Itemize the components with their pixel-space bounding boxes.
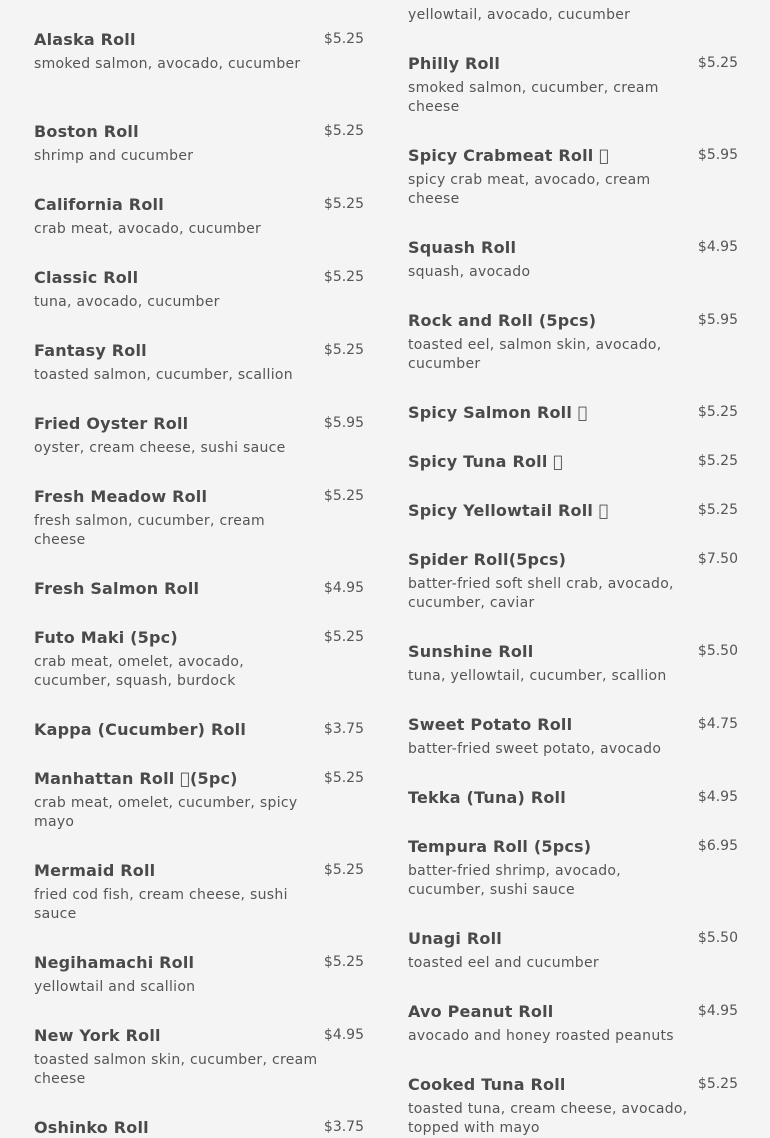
menu-item-name: Tekka (Tuna) Roll (408, 788, 566, 807)
menu-item-description: tuna, yellowtail, cucumber, scallion (408, 668, 667, 684)
menu-item-price: $5.25 (323, 488, 364, 504)
menu-item-price: $5.25 (323, 770, 364, 786)
menu-item-price: $5.25 (323, 342, 364, 358)
menu-item-price: $4.95 (323, 1027, 364, 1043)
menu-item-description: toasted tuna, cream cheese, avocado, topped with mayo (408, 1101, 688, 1136)
menu-item-description: yellowtail and scallion (34, 979, 196, 995)
menu-item-description: yellowtail, avocado, cucumber (408, 7, 631, 23)
menu-item-price: $4.95 (323, 580, 364, 596)
menu-item-description: toasted salmon skin, cucumber, cream cheese (34, 1052, 318, 1087)
menu-item-description: shrimp and cucumber (34, 148, 194, 164)
menu-item-name: Mermaid Roll (34, 861, 156, 880)
menu-item-description: squash, avocado (408, 264, 531, 280)
menu-item-description: crab meat, omelet, cucumber, spicy mayo (34, 795, 298, 830)
menu-item-description: toasted eel and cucumber (408, 955, 599, 971)
menu-item-price: $5.50 (697, 930, 738, 946)
menu-item-description: batter-fried sweet potato, avocado (408, 741, 662, 757)
menu-item-name: Philly Roll (408, 54, 501, 73)
menu-item-name: Tempura Roll (5pcs) (408, 837, 592, 856)
menu-item-description: tuna, avocado, cucumber (34, 294, 220, 310)
menu-item-price: $4.95 (697, 1003, 738, 1019)
menu-item-name: Spicy Salmon Roll   (408, 403, 588, 422)
menu-item-name: Classic Roll (34, 268, 139, 287)
menu-item-price: $3.75 (323, 1119, 364, 1135)
menu-item-name: Fresh Meadow Roll (34, 487, 208, 506)
menu-item-name: Avo Peanut Roll (408, 1002, 554, 1021)
menu-item-description: toasted eel, salmon skin, avocado, cucumber (408, 337, 662, 372)
menu-item-price: $5.50 (697, 643, 738, 659)
menu-item-name: Rock and Roll (5pcs) (408, 311, 597, 330)
menu-item-description: fried cod fish, cream cheese, sushi sauce (34, 887, 288, 922)
menu-item-description: toasted salmon, cucumber, scallion (34, 367, 293, 383)
menu-item-price: $3.75 (323, 721, 364, 737)
menu-item-price: $5.25 (323, 123, 364, 139)
menu-item-price: $5.25 (323, 196, 364, 212)
menu-item-price: $6.95 (697, 838, 738, 854)
menu-item-description: batter-fried shrimp, avocado, cucumber, sushi sauce (408, 863, 622, 898)
menu-item-price: $5.25 (323, 862, 364, 878)
menu-item-price: $7.50 (697, 551, 738, 567)
menu-item-name: Kappa (Cucumber) Roll (34, 720, 247, 739)
menu-item-name: California Roll (34, 195, 164, 214)
menu-item-price: $5.25 (323, 954, 364, 970)
menu-item-name: Cooked Tuna Roll (408, 1075, 566, 1094)
menu-item-description: crab meat, avocado, cucumber (34, 221, 262, 237)
menu-item-price: $4.95 (697, 239, 738, 255)
menu-item-name: Negihamachi Roll (34, 953, 195, 972)
menu-item-name: Alaska Roll (34, 30, 136, 49)
menu-item-name: Fantasy Roll (34, 341, 147, 360)
menu-item-name: Futo Maki (5pc) (34, 628, 178, 647)
menu-item-description: batter-fried soft shell crab, avocado, cucumber, caviar (408, 576, 674, 611)
menu-item-name: Oshinko Roll (34, 1118, 149, 1137)
menu-item-price: $5.25 (323, 31, 364, 47)
menu-item-name: Boston Roll (34, 122, 139, 141)
menu-item-name: Fresh Salmon Roll (34, 579, 200, 598)
menu-item-name: Spicy Yellowtail Roll   (408, 501, 609, 520)
menu-item-description: smoked salmon, avocado, cucumber (34, 56, 301, 72)
menu-item-price: $5.25 (697, 1076, 738, 1092)
menu-item-name: Squash Roll (408, 238, 517, 257)
menu-item-price: $5.25 (323, 269, 364, 285)
menu-item-price: $5.25 (697, 404, 738, 420)
menu-item-description: avocado and honey roasted peanuts (408, 1028, 674, 1044)
menu-item-price: $5.95 (697, 147, 738, 163)
menu-item-price: $5.25 (697, 453, 738, 469)
menu-item-price: $5.95 (323, 415, 364, 431)
menu-item-description: spicy crab meat, avocado, cream cheese (408, 172, 651, 207)
menu-item-name: Manhattan Roll  (5pc) (34, 769, 238, 788)
menu-item-name: Spicy Crabmeat Roll   (408, 146, 610, 165)
menu-item-price: $4.95 (697, 789, 738, 805)
menu-item-description: oyster, cream cheese, sushi sauce (34, 440, 286, 456)
menu-item-name: Fried Oyster Roll (34, 414, 189, 433)
menu-item-description: crab meat, omelet, avocado, cucumber, squash, burdock (34, 654, 245, 689)
menu-item-price: $5.25 (697, 502, 738, 518)
menu-item-name: Sweet Potato Roll (408, 715, 573, 734)
menu-item-price: $5.95 (697, 312, 738, 328)
menu-item-description: fresh salmon, cucumber, cream cheese (34, 513, 265, 548)
menu-item-name: Unagi Roll (408, 929, 502, 948)
menu-item-name: Sunshine Roll (408, 642, 534, 661)
menu-item-price: $5.25 (697, 55, 738, 71)
menu-item-name: Spider Roll(5pcs) (408, 550, 567, 569)
menu-item-price: $5.25 (323, 629, 364, 645)
menu-item-name: New York Roll (34, 1026, 161, 1045)
menu-item-price: $4.75 (697, 716, 738, 732)
menu-item-name: Spicy Tuna Roll   (408, 452, 564, 471)
menu-item-description: smoked salmon, cucumber, cream cheese (408, 80, 659, 115)
